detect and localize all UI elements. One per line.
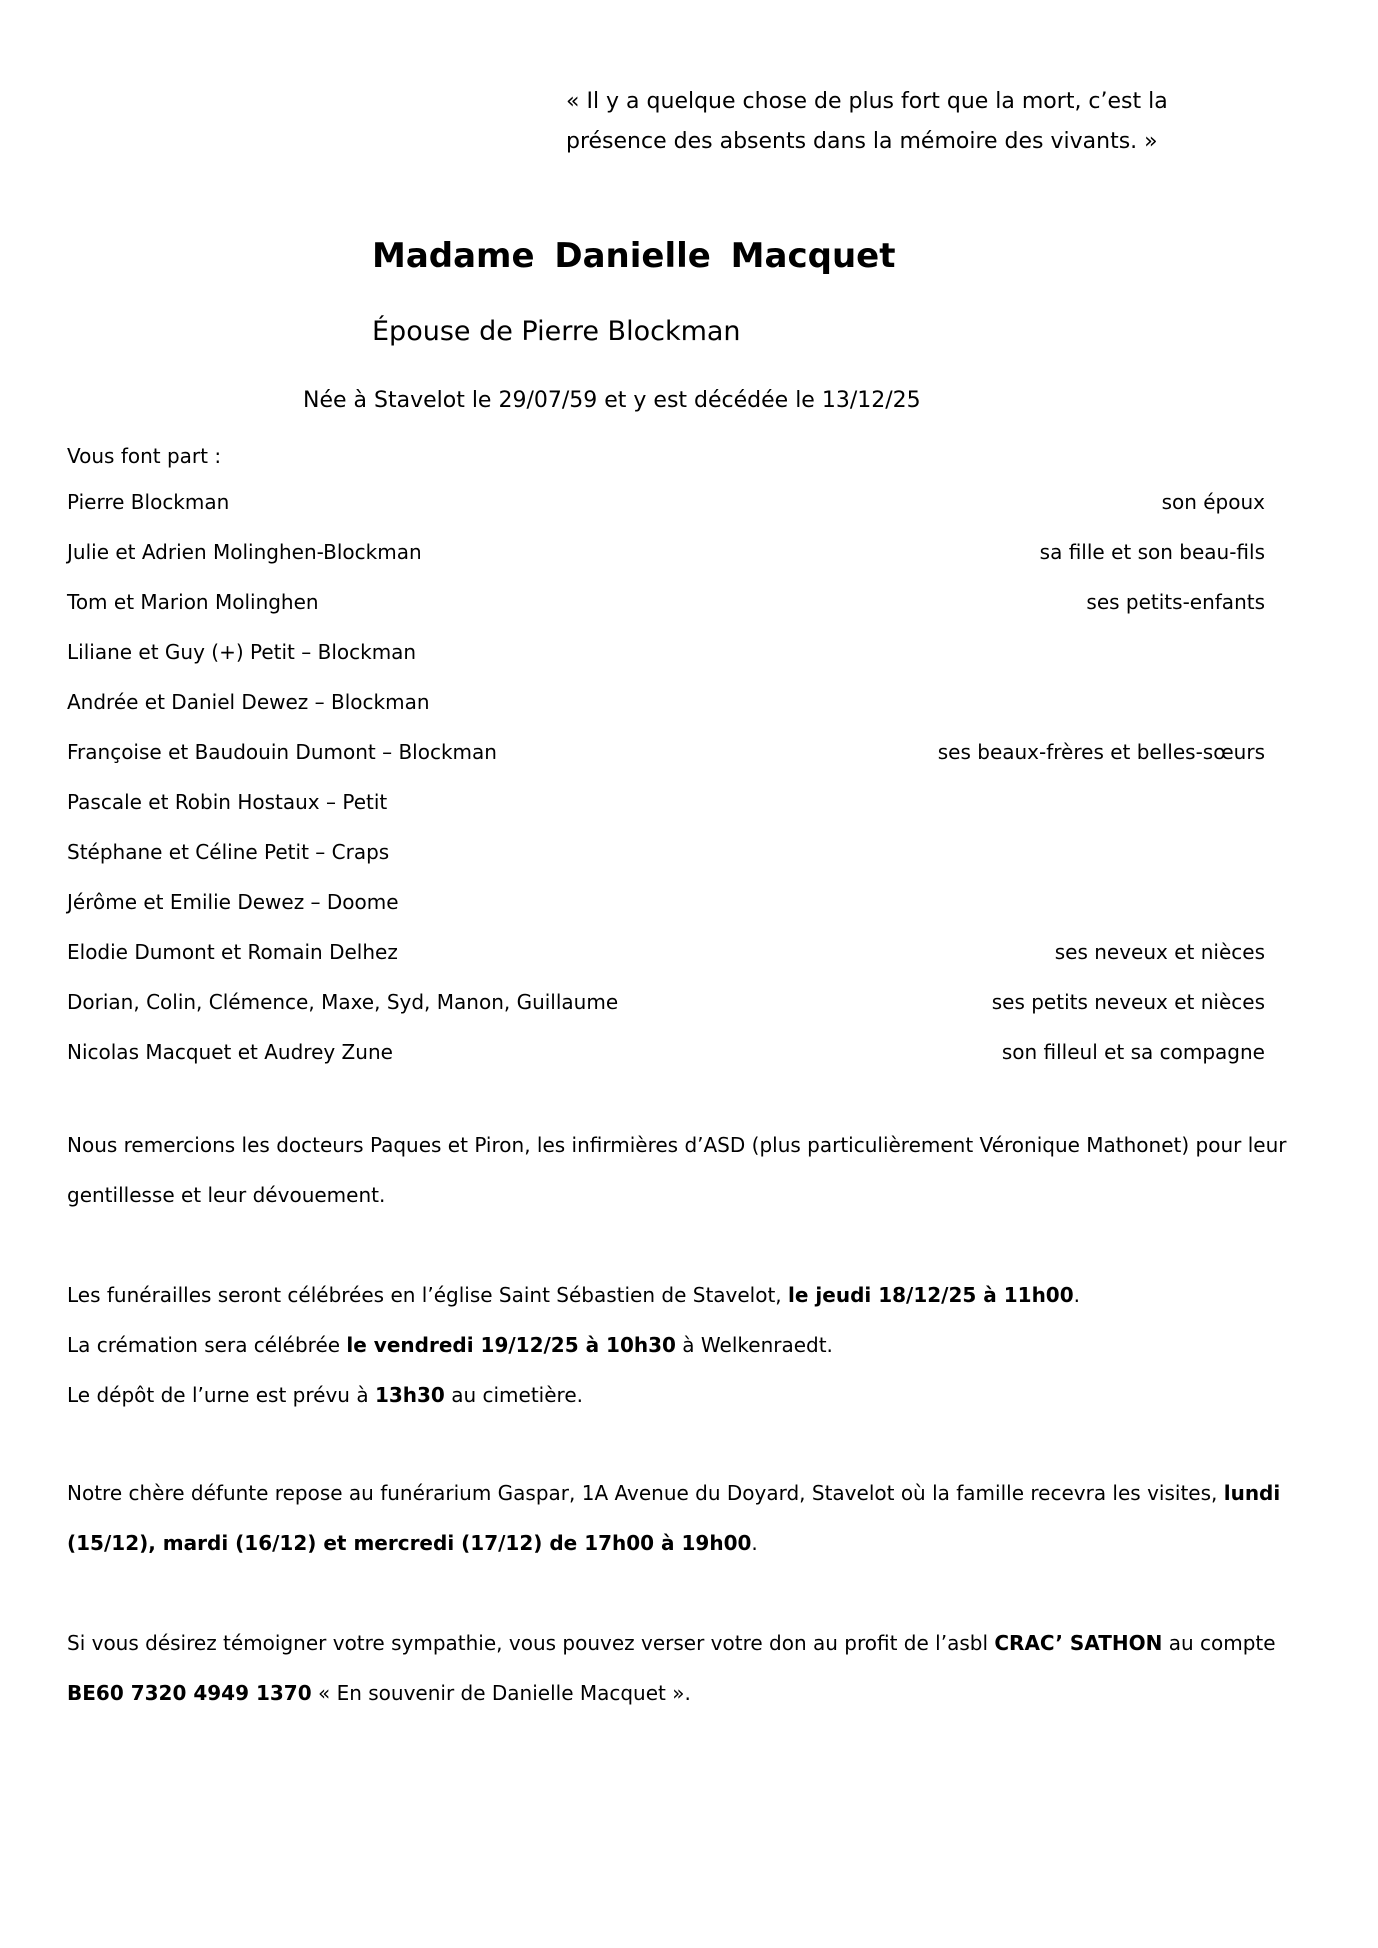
paragraph-line: (15/12), mardi (16/12) et mercredi (17/12) de 17h00 à 19h00. — [67, 1531, 758, 1555]
family-member-name: Pascale et Robin Hostaux – Petit — [67, 790, 388, 814]
family-member-name: Julie et Adrien Molinghen-Blockman — [67, 540, 422, 564]
paragraph-line: Notre chère défunte repose au funérarium Gaspar, 1A Avenue du Doyard, Stavelot où la famille recevra les visites, lundi — [67, 1481, 1281, 1505]
family-member-relation: ses neveux et nièces — [1054, 940, 1265, 964]
visits-paragraph — [67, 1478, 1281, 1578]
paragraph-line: BE60 7320 4949 1370 « En souvenir de Danielle Macquet ». — [67, 1681, 691, 1705]
family-row — [67, 740, 1265, 790]
family-list — [67, 490, 1265, 1090]
family-row — [67, 690, 1265, 740]
memorial-quote-line1: « Il y a quelque chose de plus fort que la mort, c’est la — [566, 89, 1168, 114]
family-row — [67, 790, 1265, 840]
family-row — [67, 540, 1265, 590]
paragraph-line: La crémation sera célébrée le vendredi 19/12/25 à 10h30 à Welkenraedt. — [67, 1333, 833, 1357]
funeral-details-paragraph — [67, 1280, 1265, 1430]
family-member-name: Andrée et Daniel Dewez – Blockman — [67, 690, 430, 714]
family-member-relation: son filleul et sa compagne — [1001, 1040, 1265, 1064]
family-row — [67, 640, 1265, 690]
memorial-quote — [566, 82, 1168, 162]
memorial-quote-line2: présence des absents dans la mémoire des vivants. » — [566, 129, 1158, 154]
family-row — [67, 940, 1265, 990]
family-member-name: Dorian, Colin, Clémence, Maxe, Syd, Manon, Guillaume — [67, 990, 619, 1014]
family-member-relation: ses petits neveux et nièces — [991, 990, 1265, 1014]
family-row — [67, 890, 1265, 940]
thanks-paragraph — [67, 1130, 1287, 1230]
family-member-name: Liliane et Guy (+) Petit – Blockman — [67, 640, 417, 664]
family-member-name: Françoise et Baudouin Dumont – Blockman — [67, 740, 497, 764]
family-member-name: Pierre Blockman — [67, 490, 230, 514]
deceased-name-title: Madame Danielle Macquet — [372, 236, 896, 276]
birth-death-line: Née à Stavelot le 29/07/59 et y est décédée le 13/12/25 — [303, 388, 921, 413]
family-member-relation: ses beaux-frères et belles-sœurs — [937, 740, 1265, 764]
family-row — [67, 840, 1265, 890]
family-row — [67, 490, 1265, 540]
family-row — [67, 590, 1265, 640]
family-row — [67, 990, 1265, 1040]
paragraph-line: Si vous désirez témoigner votre sympathie, vous pouvez verser votre don au profit de l’asbl CRAC’ SATHON au compte — [67, 1631, 1276, 1655]
family-member-name: Nicolas Macquet et Audrey Zune — [67, 1040, 393, 1064]
paragraph-line: Nous remercions les docteurs Paques et Piron, les infirmières d’ASD (plus particulièrement Véronique Mathonet) pour leur — [67, 1133, 1287, 1157]
paragraph-line: Les funérailles seront célébrées en l’église Saint Sébastien de Stavelot, le jeudi 18/12/25 à 11h00. — [67, 1283, 1080, 1307]
family-member-relation: son époux — [1161, 490, 1265, 514]
family-member-name: Stéphane et Céline Petit – Craps — [67, 840, 390, 864]
paragraph-line: gentillesse et leur dévouement. — [67, 1183, 386, 1207]
announcement-intro: Vous font part : — [67, 444, 222, 468]
donation-paragraph — [67, 1628, 1276, 1728]
family-member-name: Elodie Dumont et Romain Delhez — [67, 940, 398, 964]
family-member-relation: sa fille et son beau-fils — [1039, 540, 1265, 564]
family-member-name: Jérôme et Emilie Dewez – Doome — [67, 890, 399, 914]
spouse-subtitle: Épouse de Pierre Blockman — [372, 316, 741, 347]
paragraph-line: Le dépôt de l’urne est prévu à 13h30 au cimetière. — [67, 1383, 583, 1407]
family-member-relation: ses petits-enfants — [1086, 590, 1265, 614]
family-row — [67, 1040, 1265, 1090]
family-member-name: Tom et Marion Molinghen — [67, 590, 319, 614]
